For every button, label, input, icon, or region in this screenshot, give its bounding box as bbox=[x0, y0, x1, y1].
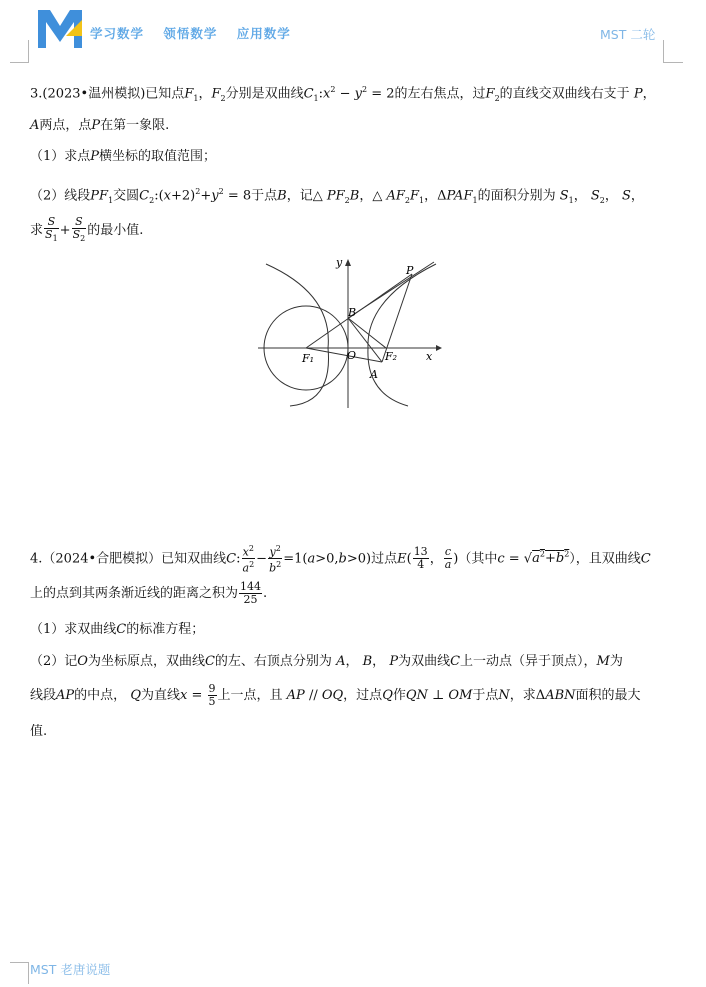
crop-mark bbox=[28, 40, 29, 62]
label-b: B bbox=[348, 306, 357, 319]
problem4-q3: 线段AP的中点， Q为直线x = $\frac{9}{5}$ 上一点，且 AP // OQ，过点Q作QN ⊥ OM于点N，求ΔABN面积的最大 bbox=[30, 682, 641, 708]
segment-pa bbox=[382, 274, 412, 362]
label-a: A bbox=[370, 368, 378, 381]
y-axis-arrow bbox=[345, 259, 351, 266]
segment-bf2 bbox=[348, 318, 386, 348]
label-f2: F₂ bbox=[385, 350, 398, 363]
problem3-q1: （1）求点P横坐标的取值范围； bbox=[30, 149, 217, 164]
problem4-q1: （1）求双曲线C的标准方程； bbox=[30, 622, 205, 637]
crop-mark bbox=[10, 962, 29, 963]
label-o: O bbox=[347, 349, 357, 362]
label-f1: F₁ bbox=[302, 352, 315, 365]
x-axis-arrow bbox=[436, 345, 442, 351]
footer-text: MST 老唐说题 bbox=[30, 962, 111, 977]
header-slogan bbox=[90, 24, 305, 42]
label-y: y bbox=[336, 256, 343, 269]
label-p: P bbox=[406, 264, 414, 277]
problem3-line2: A两点，点P在第一象限. bbox=[30, 118, 170, 133]
line-through-f2 bbox=[348, 262, 434, 318]
hyperbola-figure bbox=[258, 254, 448, 410]
problem4-line1: 4.（2024•合肥模拟）已知双曲线C: $\frac{x^2}{a^2}$ − $\frac{y^2}{b^2}$ =1(a>0,b>0)过点E( $\frac{13}{4}$ ， $\frac{c}{a}$ )（其中$c = √a^2+b^2$），且双曲线C bbox=[30, 543, 651, 575]
problem3-q3: 求 $\frac{S}{S_1}$ + $\frac{S}{S_2}$ 的最小值. bbox=[30, 215, 144, 244]
problem4-q2: （2）记O为坐标原点，双曲线C的左、右顶点分别为 A， B， P为双曲线C上一动点（异于顶点），M为 bbox=[30, 654, 623, 669]
crop-mark bbox=[663, 62, 683, 63]
slogan-item: 领悟数学 bbox=[163, 26, 218, 41]
segment-af1 bbox=[306, 348, 382, 362]
crop-mark bbox=[28, 962, 29, 984]
problem4-line2: 上的点到其两条渐近线的距离之积为 $\frac{144}{25}$ . bbox=[30, 580, 268, 606]
slogan-item: 学习数学 bbox=[90, 26, 145, 41]
problem4-q4: 值. bbox=[30, 724, 48, 739]
mst-logo bbox=[36, 6, 84, 50]
slogan-item: 应用数学 bbox=[236, 26, 291, 41]
label-x: x bbox=[426, 350, 433, 363]
hyperbola-right-branch bbox=[368, 264, 436, 406]
crop-mark bbox=[663, 40, 664, 62]
crop-mark bbox=[10, 62, 29, 63]
hyperbola-left-branch bbox=[266, 264, 329, 406]
problem3-q2: （2）线段$PF_1$交圆$C_2:(x+2)^2+y^2 = 8$于点B，记△ $PF_2B$，△ $AF_2F_1$，$\Delta PAF_1$的面积分别为 $S_1$， $S_2$， S， bbox=[30, 187, 644, 205]
problem3-line1: 3.(2023•温州模拟)已知点$F_1$，$F_2$分别是双曲线$C_1:x^2 - y^2 = 2$的左右焦点，过$F_2$的直线交双曲线右支于 P， bbox=[30, 85, 656, 103]
header-series: MST 二轮 bbox=[600, 27, 656, 42]
